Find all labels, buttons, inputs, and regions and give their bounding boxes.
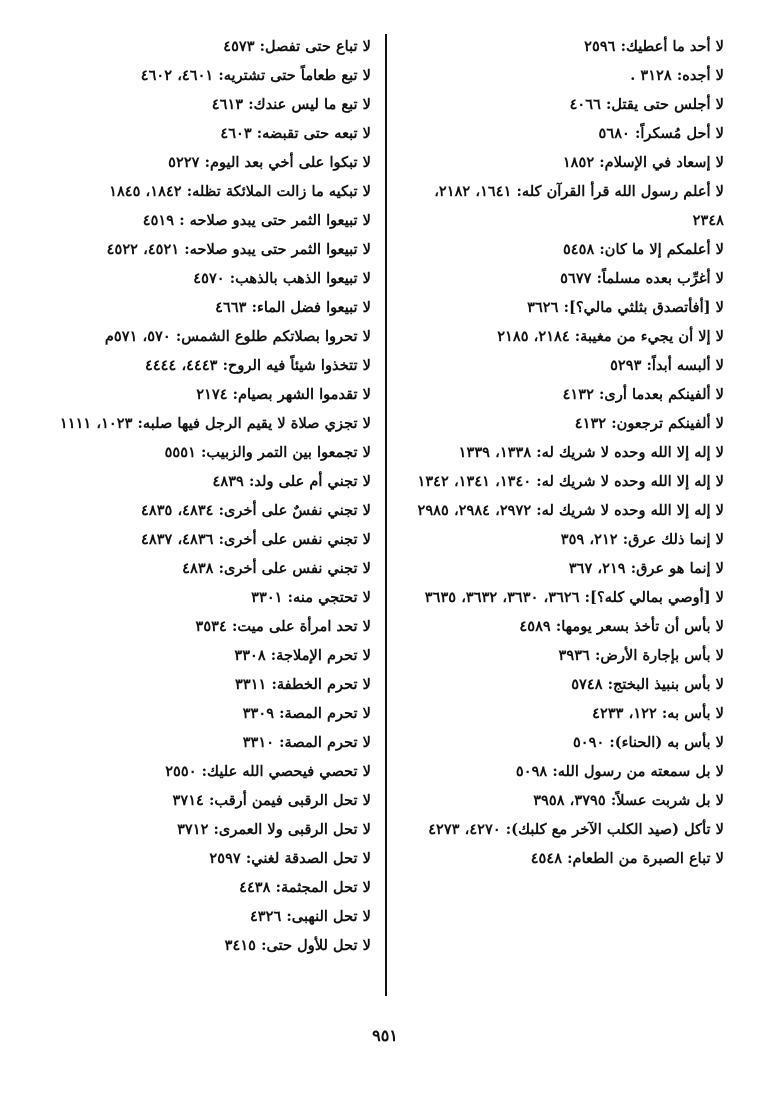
index-entry: لا بأس به (الحناء): ٥٠٩٠ — [572, 734, 724, 751]
index-entry: لا تحل الرقبى فيمن أرقب: ٣٧١٤ — [172, 792, 371, 809]
index-entry: لا تأكل (صيد الكلب الآخر مع كلبك): ٤٢٧٠، ٤٢٧٣ — [428, 821, 724, 838]
index-entry: لا تحل للأول حتى: ٣٤١٥ — [224, 937, 371, 954]
index-entry: لا أعلم رسول الله قرأ القرآن كله: ١٦٤١، ٢١٨٢، ٢٣٤٨ — [434, 183, 724, 229]
page-number: ٩٥١ — [372, 1026, 398, 1045]
index-entry: لا تبع ما ليس عندك: ٤٦١٣ — [211, 96, 371, 113]
index-entry: لا بأس بنبيذ البختج: ٥٧٤٨ — [571, 676, 724, 693]
index-entry: لا إله إلا الله وحده لا شريك له: ١٣٣٨، ١٣٣٩ — [458, 444, 724, 461]
index-entry: لا تحرم الخطفة: ٣٣١١ — [235, 676, 371, 693]
index-entry: لا إله إلا الله وحده لا شريك له: ٢٩٧٢، ٢٩٨٤، ٢٩٨٥ — [417, 502, 724, 519]
index-entry: لا تبيعوا الثمر حتى يبدو صلاحه: ٤٥٢١، ٤٥٢٢ — [106, 241, 371, 258]
index-entry: لا إنما هو عرق: ٢١٩، ٣٦٧ — [568, 560, 724, 577]
index-entry: لا تجني نفس على أخرى: ٤٨٣٦، ٤٨٣٧ — [141, 531, 371, 548]
index-entry: لا تبيعوا فضل الماء: ٤٦٦٣ — [215, 299, 371, 316]
index-entry: لا تحرم الإملاجة: ٣٣٠٨ — [234, 647, 371, 664]
index-entry: لا [أوصي بمالي كله؟]: ٣٦٢٦، ٣٦٣٠، ٣٦٣٢، ٣٦٣٥ — [424, 589, 724, 606]
index-entry: لا تحل الصدقة لغني: ٢٥٩٧ — [209, 850, 371, 867]
index-entry: لا تقدموا الشهر بصيام: ٢١٧٤ — [196, 386, 371, 403]
index-entry: لا إله إلا الله وحده لا شريك له: ١٣٤٠، ١٣٤١، ١٣٤٢ — [417, 473, 724, 490]
index-entry: لا تبيعوا الثمر حتى يبدو صلاحه : ٤٥١٩ — [142, 212, 371, 229]
index-entry: لا تبع طعاماً حتى تشتريه: ٤٦٠١، ٤٦٠٢ — [140, 67, 371, 84]
index-entry: لا تبكوا على أخي بعد اليوم: ٥٢٢٧ — [168, 154, 371, 171]
index-entry: لا إسعاد في الإسلام: ١٨٥٢ — [562, 154, 724, 171]
index-entry: لا بأس به: ١٢٢، ٤٢٣٣ — [592, 705, 724, 722]
index-entry: لا تحصي فيحصي الله عليك: ٢٥٥٠ — [165, 763, 371, 780]
index-entry: لا تحد امرأة على ميت: ٣٥٣٤ — [195, 618, 371, 635]
index-entry: لا تجني نفسٌ على أخرى: ٤٨٣٤، ٤٨٣٥ — [141, 502, 371, 519]
index-entry: لا أعلمكم إلا ما كان: ٥٤٥٨ — [562, 241, 724, 258]
index-entry: لا أحد ما أعطيك: ٢٥٩٦ — [584, 38, 724, 55]
index-entry: لا تتخذوا شيئاً فيه الروح: ٤٤٤٣، ٤٤٤٤ — [145, 357, 371, 374]
index-entry: لا تبعه حتى تقبضه: ٤٦٠٣ — [220, 125, 371, 142]
index-entry: لا تحل المجثمة: ٤٤٣٨ — [239, 879, 371, 896]
index-entry: لا أجده: ٣١٢٨ . — [630, 67, 724, 84]
index-entry: لا تبكيه ما زالت الملائكة تظله: ١٨٤٢، ١٨٤٥ — [109, 183, 371, 200]
index-entry: لا بل سمعته من رسول الله: ٥٠٩٨ — [515, 763, 724, 780]
index-entry: لا أجلس حتى يقتل: ٤٠٦٦ — [569, 96, 724, 113]
index-entry: لا أحل مُسكراً: ٥٦٨٠ — [598, 125, 724, 142]
index-entry: لا ألبسه أبداً: ٥٢٩٣ — [610, 357, 724, 374]
index-entry: لا تجزي صلاة لا يقيم الرجل فيها صلبه: ١٠٢٣، ١١١١ — [59, 415, 371, 432]
index-entry: لا إلا أن يجيء من مغيبة: ٢١٨٤، ٢١٨٥ — [497, 328, 724, 345]
index-entry: لا تباع حتى تفصل: ٤٥٧٣ — [223, 38, 371, 55]
index-entry: لا ألفينكم ترجعون: ٤١٣٢ — [574, 415, 724, 432]
index-entry: لا بل شربت عسلاً: ٣٧٩٥، ٣٩٥٨ — [533, 792, 724, 809]
index-entry: لا بأس أن تأخذ بسعر يومها: ٤٥٨٩ — [519, 618, 724, 635]
index-entry: لا تحرم المصة: ٣٣١٠ — [242, 734, 371, 751]
index-entry: لا تجمعوا بين التمر والزبيب: ٥٥٥١ — [164, 444, 371, 461]
index-entry: لا تبيعوا الذهب بالذهب: ٤٥٧٠ — [193, 270, 371, 287]
index-entry: لا [أفأتصدق بثلثي مالي؟]: ٣٦٢٦ — [527, 299, 724, 316]
index-entry: لا أغرِّب بعده مسلماً: ٥٦٧٧ — [560, 270, 724, 287]
index-entry: لا تحل الرقبى ولا العمرى: ٣٧١٢ — [177, 821, 371, 838]
index-column-left — [36, 32, 371, 960]
index-entry: لا تجني أم على ولد: ٤٨٣٩ — [212, 473, 371, 490]
index-entry: لا تحرم المصة: ٣٣٠٩ — [242, 705, 371, 722]
index-entry: لا تحروا بصلاتكم طلوع الشمس: ٥٧٠، ٥٧١م — [104, 328, 371, 345]
index-entry: لا ألفينكم بعدما أرى: ٤١٣٢ — [562, 386, 724, 403]
column-divider — [385, 34, 387, 996]
index-entry: لا تجني نفس على أخرى: ٤٨٣٨ — [182, 560, 371, 577]
index-entry: لا بأس بإجارة الأرض: ٣٩٣٦ — [558, 647, 724, 664]
index-entry: لا تحل النهبى: ٤٣٢٦ — [249, 908, 371, 925]
index-entry: لا تحتجي منه: ٣٣٠١ — [251, 589, 371, 606]
index-column-right — [398, 32, 724, 873]
index-entry: لا تباع الصبرة من الطعام: ٤٥٤٨ — [530, 850, 724, 867]
index-entry: لا إنما ذلك عرق: ٢١٢، ٣٥٩ — [560, 531, 724, 548]
